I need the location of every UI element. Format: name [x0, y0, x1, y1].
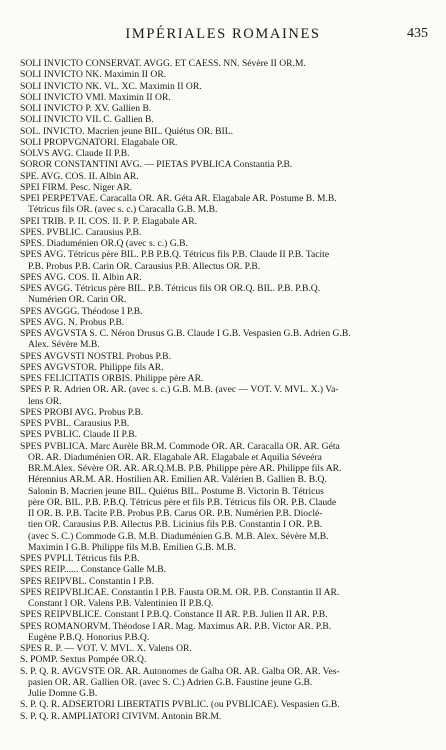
entry-line: SPES PVBLICA. Marc Aurèle BR.M. Commode OR. AR. Caracalla OR. AR. Géta — [20, 440, 340, 452]
entry-line: SOL. INVICTO. Macrien jeune BIL. Quiétus OR. BIL. — [20, 125, 233, 137]
entry-line: SPEI PERPETVAE. Caracalla OR. AR. Géta AR. Elagabale AR. Postume B. M.B. — [20, 193, 337, 204]
entry-continuation-line: lens OR. — [28, 395, 62, 407]
entry-line: SPES FELICITATIS ORBIS. Philippe père AR. — [20, 373, 204, 384]
entry-line: SPES R. P. — VOT. V. MVL. X. Valens OR. — [20, 643, 192, 654]
entry-line: SPES AVGVSTOR. Philippe fils AR. — [20, 361, 164, 373]
entry-line: SPES. Diaduménien OR.Q (avec s. c.) G.B. — [20, 238, 188, 249]
entry-line: SPES REIPVBLICAE. Constantin I P.B. Fausta OR.M. OR. P.B. Constantin II AR. — [20, 586, 340, 598]
entry-continuation-line: Maximin I G.B. Philippe fils M.B. Emilien G.B. M.B. — [28, 541, 236, 553]
entry-line: SPES. PVBLIC. Carausius P.B. — [20, 226, 142, 238]
entry-line: SPES AVG. N. Probus P.B. — [20, 316, 125, 328]
entry-continuation-line: Julie Domne G.B. — [28, 688, 98, 699]
entry-continuation-line: Constant I OR. Valens P.B. Valentinien II P.B.Q. — [28, 598, 214, 609]
entry-continuation-line: Tétricus fils OR. (avec s. c.) Caracalla G.B. M.B. — [28, 204, 218, 216]
entry-continuation-line: tien OR. Carausius P.B. Allectus P.B. Licinius fils P.B. Constantin I OR. P.B. — [28, 519, 323, 531]
entry-continuation-line: Alex. Sévère M.B. — [28, 339, 100, 351]
entry-line: SPES AVGVSTA S. C. Néron Drusus G.B. Claude I G.B. Vespasien G.B. Adrien G.B. — [20, 328, 351, 339]
entry-line: SPE. AVG. COS. II. Albin AR. — [20, 170, 139, 182]
entry-continuation-line: (avec S. C.) Commode G.B. M.B. Diaduménien G.B. M.B. Alex. Sévère M.B. — [28, 530, 329, 542]
page-number: 435 — [407, 26, 428, 41]
entry-line: SPES PVBL. Carausius P.B. — [20, 418, 130, 429]
entry-continuation-line: BR.M.Alex. Sévère OR. AR. AR.Q.M.B. P.B. Philippe père AR. Philippe fils AR. — [28, 463, 342, 474]
entry-line: SOLI INVICTO VIL C. Gallien B. — [20, 114, 154, 126]
entry-line: SPES REIPVBLICE. Constant I P.B.Q. Constance II AR. P.B. Julien II AR. P.B. — [20, 609, 328, 621]
entry-line: SPES AVGGG. Théodose I P.B. — [20, 305, 143, 317]
entry-line: SPES REIP...... Constance Galle M.B. — [20, 564, 167, 576]
entry-continuation-line: pasien OR. AR. Gallien OR. (avec S. C.) Adrien G.B. Faustine jeune G.B. — [28, 676, 313, 688]
entry-line: SOLI PROPVGNATORI. Elagabale OR. — [20, 136, 178, 148]
entry-line: S. POMP. Sextus Pompée OR.Q. — [20, 654, 147, 666]
entry-continuation-line: P.B. Probus P.B. Carin OR. Carausius P.B. Allectus OR. P.B. — [28, 260, 261, 272]
entry-line: SPES REIPVBL. Constantin I P.B. — [20, 575, 155, 587]
entry-line: SPES PROBI AVG. Probus P.B. — [20, 406, 144, 418]
entry-line: SPES PVPLI. Tétricus fils P.B. — [20, 553, 140, 564]
entry-line: SOLI INVICTO P. XV. Gallien B. — [20, 103, 152, 114]
entry-line: SPEI FIRM. Pesc. Niger AR. — [20, 181, 133, 193]
entry-continuation-line: OR. AR. Diaduménien OR. AR. Elagabale AR. Elagabale et Aquilia Séveéra — [28, 451, 322, 463]
entry-continuation-line: Eugène P.B.Q. Honorius P.B.Q. — [28, 631, 150, 643]
entry-line: SPES ROMANORVM. Théodose I AR. Mag. Maximus AR. P.B. Victor AR. P.B. — [20, 620, 332, 632]
entry-continuation-line: II OR. B. P.B. Tacite P.B. Probus P.B. Carus OR. P.B. Numérien P.B. Dioclé- — [28, 508, 323, 519]
entry-continuation-line: Hérennius AR.M. AR. Hostilien AR. Emilien AR. Valérien B. Gallien B. B.Q. — [28, 474, 327, 486]
entry-line: SPES P. R. Adrien OR. AR. (avec s. c.) G.B. M.B. (avec — VOT. V. MVL. X.) Va- — [20, 384, 339, 396]
entry-line: SOLI INVICTO VMI. Maximin II OR. — [20, 91, 171, 103]
entry-line: SOLI INVICTO CONSERVAT. AVGG. ET CAESS. NN. Sévère II OR.M. — [20, 58, 306, 69]
page-title: IMPÉRIALES ROMAINES — [125, 26, 321, 42]
entry-line: SPES AVGVSTI NOSTRI. Probus P.B. — [20, 350, 171, 362]
page-header — [0, 26, 446, 46]
entry-list — [20, 58, 434, 722]
entry-line: SPES AVG. Tétricus père BIL. P.B P.B.Q. Tétricus fils P.B. Claude II P.B. Tacite — [20, 249, 330, 261]
entry-line: SPES AVG. COS. II. Albin AR. — [20, 271, 142, 283]
entry-line: SOLI INVICTO NK. Maximin II OR. — [20, 69, 167, 81]
entry-continuation-line: Numérien OR. Carin OR. — [28, 294, 127, 306]
entry-line: S. P. Q. R. AVGVSTE OR. AR. Autonomes de Galba OR. AR. Galba OR. AR. Ves- — [20, 665, 340, 677]
entry-line: SOLI INVICTO NK. VL. XC. Maximin II OR. — [20, 80, 202, 92]
entry-continuation-line: père OR. BIL. P.B. P.B.Q. Tétricus père et fils P.B. Tétricus fils OR. P.B. Claude — [28, 496, 337, 508]
entry-continuation-line: Salonin B. Macrien jeune BIL. Quiétus BIL. Postume B. Victorin B. Tétricus — [28, 485, 324, 497]
entry-line: SOLVS AVG. Claude II P.B. — [20, 148, 130, 159]
entry-line: S. P. Q. R. ADSERTORI LIBERTATIS PVBLIC. (ou PVBLICAE). Vespasien G.B. — [20, 699, 340, 711]
entry-line: SPEI TRIB. P. II. COS. II. P. P. Elagabale AR. — [20, 215, 198, 227]
entry-line: SOROR CONSTANTINI AVG. — PIETAS PVBLICA Constantia P.B. — [20, 159, 293, 171]
entry-line: S. P. Q. R. AMPLIATORI CIVIVM. Antonin BR.M. — [20, 710, 222, 722]
entry-line: SPES PVBLIC. Claude II P.B. — [20, 429, 138, 441]
entry-line: SPES AVGG. Tétricus père BIL. P.B. Tétricus fils OR OR.Q. BIL. P.B. P.B.Q. — [20, 283, 321, 294]
